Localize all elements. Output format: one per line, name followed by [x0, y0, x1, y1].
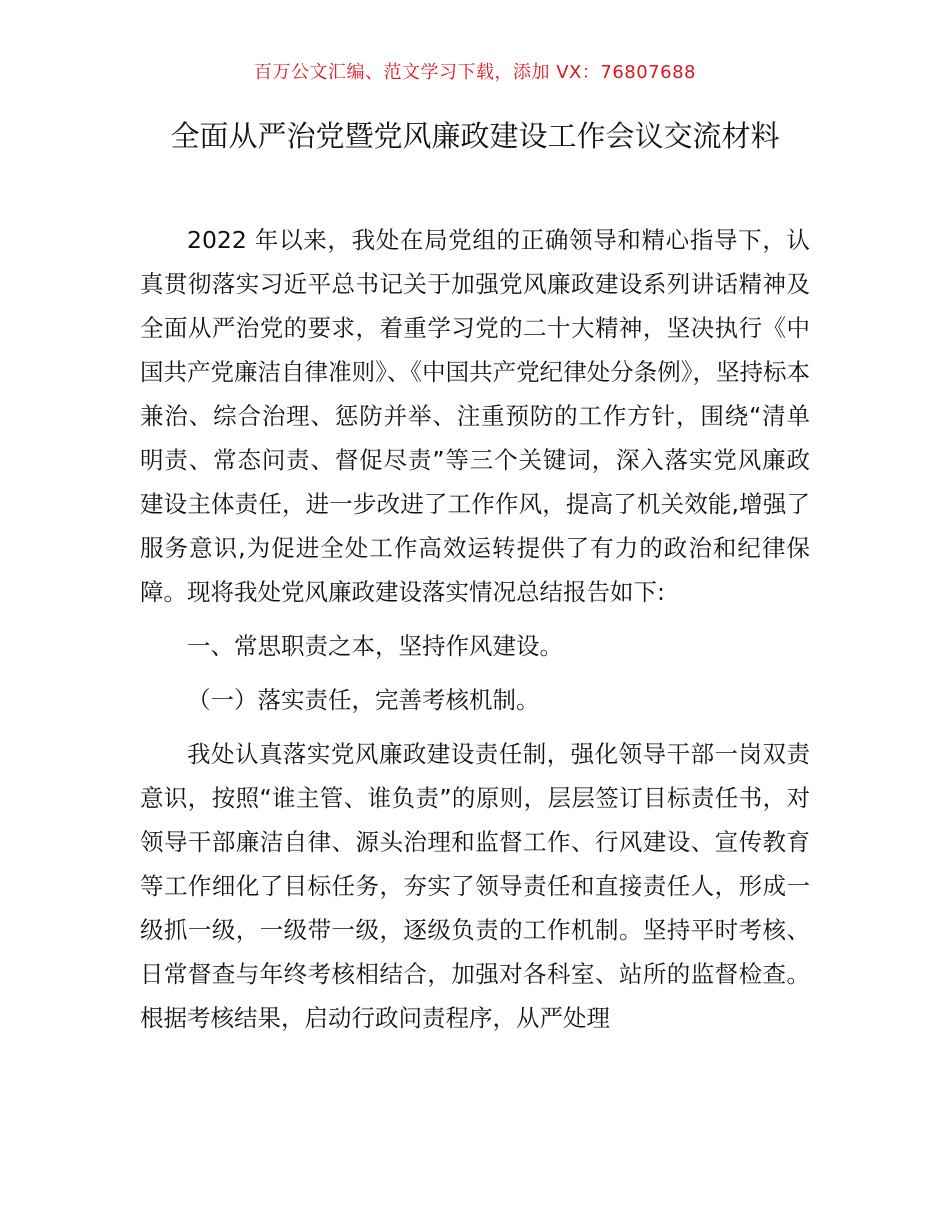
subsection-heading-1-1: （一）落实责任，完善考核机制。 [187, 686, 540, 714]
header-watermark: 百万公文汇编、范文学习下载，添加 VX：76807688 [254, 62, 696, 83]
document-title: 全面从严治党暨党风廉政建设工作会议交流材料 [170, 119, 780, 153]
paragraph-responsibility: 我处认真落实党风廉政建设责任制，强化领导干部一岗双责意识，按照“谁主管、谁负责”的原则，层层签订目标责任书，对领导干部廉洁自律、源头治理和监督工作、行风建设、宣传教育等工作细化了目标任务，夯实了领导责任和直接责任人，形成一级抓一级，一级带一级，逐级负责的工作机制。坚持平时考核、日常督查与年终考核相结合，加强对各科室、站所的监督检查。根据考核结果，启动行政问责程序，从严处理 [140, 740, 810, 1032]
section-heading-1: 一、常思职责之本，坚持作风建设。 [187, 632, 563, 660]
paragraph-intro: 2022 年以来，我处在局党组的正确领导和精心指导下，认真贯彻落实习近平总书记关于加强党风廉政建设系列讲话精神及全面从严治党的要求，着重学习党的二十大精神，坚决执行《中国共产党廉洁自律准则》、《中国共产党纪律处分条例》，坚持标本兼治、综合治理、惩防并举、注重预防的工作方针，围绕“清单明责、常态问责、督促尽责”等三个关键词，深入落实党风廉政建设主体责任，进一步改进了工作作风，提高了机关效能,增强了服务意识,为促进全处工作高效运转提供了有力的政治和纪律保障。现将我处党风廉政建设落实情况总结报告如下: [140, 226, 810, 606]
document-body [140, 218, 810, 1040]
